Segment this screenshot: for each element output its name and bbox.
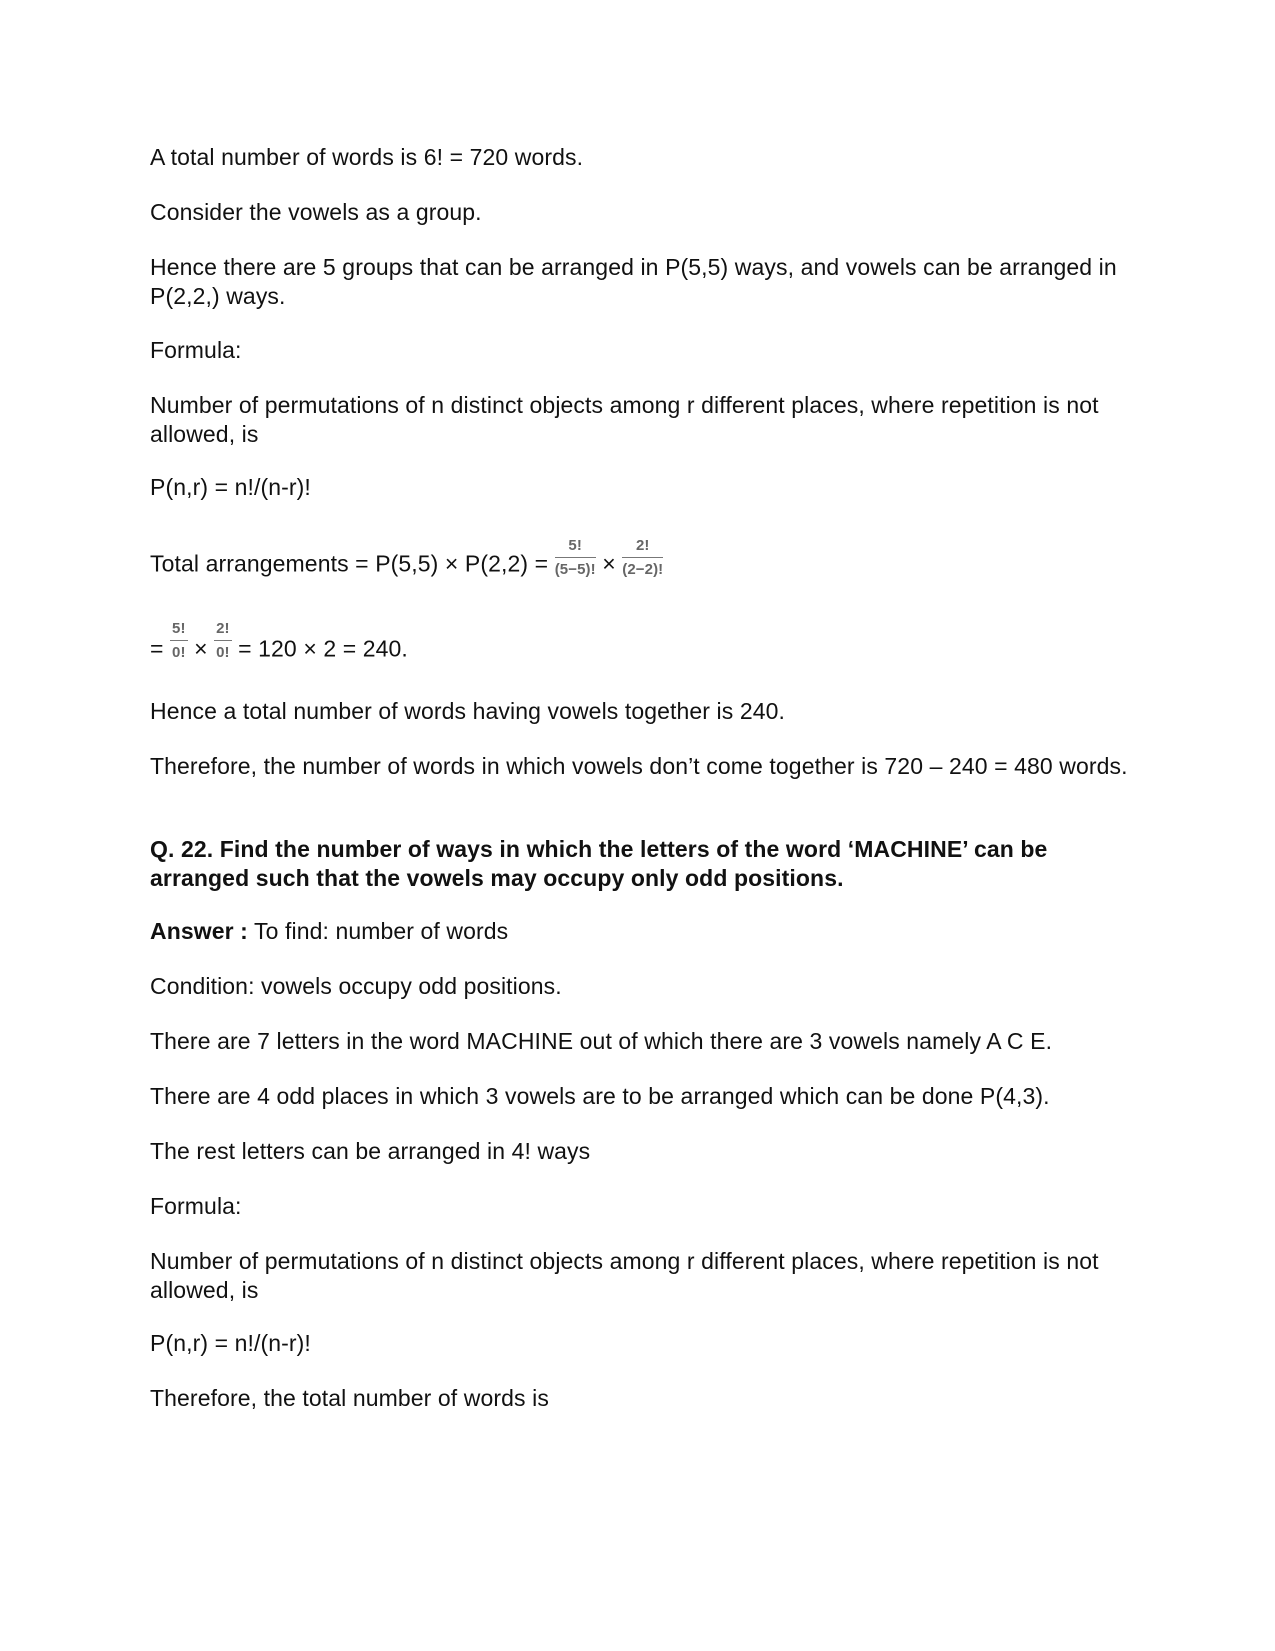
total-arrangements-prefix: Total arrangements = P(5,5) × P(2,2) = (150, 550, 555, 577)
vowels-not-together-paragraph: Therefore, the number of words in which vowels don’t come together is 720 – 240 = 480 words. (150, 753, 1128, 779)
formula-label: Formula: (150, 337, 242, 363)
vowels-together-result: Hence a total number of words having vowels together is 240. (150, 698, 786, 724)
total-arrangements-equation (150, 537, 1130, 586)
fraction-2-over-0 (214, 620, 232, 661)
vowels-group-line: Consider the vowels as a group. (150, 199, 482, 225)
fraction-denominator: (5−5)! (554, 561, 596, 578)
groups-arranged-paragraph: Hence there are 5 groups that can be arranged in P(5,5) ways, and vowels can be arranged in P(2,2,) ways. (150, 254, 1117, 309)
fraction-numerator: 5! (555, 537, 596, 558)
answer-label: Answer : (150, 918, 248, 944)
times-sign: × (187, 635, 215, 662)
fraction-5-over-0 (170, 620, 188, 661)
rest-letters-line: The rest letters can be arranged in 4! ways (150, 1138, 591, 1164)
question-22: Q. 22. Find the number of ways in which the letters of the word ‘MACHINE’ can be arranged such that the vowels may occupy only odd positions. (150, 836, 1048, 891)
answer-text: To find: number of words (247, 918, 509, 944)
fraction-numerator: 5! (170, 620, 188, 641)
permutation-formula: P(n,r) = n!/(n-r)! (150, 474, 311, 500)
fraction-denominator: (2−2)! (622, 561, 664, 578)
fraction-2-factorial (622, 537, 663, 578)
fraction-denominator: 0! (172, 644, 186, 661)
equals-prefix: = (150, 635, 171, 662)
permutation-definition-paragraph-2: Number of permutations of n distinct objects among r different places, where repetition is not allowed, is (150, 1248, 1099, 1303)
fraction-numerator: 2! (622, 537, 663, 558)
equation-result: = 120 × 2 = 240. (231, 635, 408, 662)
permutation-definition-paragraph: Number of permutations of n distinct objects among r different places, where repetition is not allowed, is (150, 392, 1099, 447)
times-sign: × (595, 550, 623, 577)
answer-line (150, 917, 1130, 946)
letters-count-line: There are 7 letters in the word MACHINE out of which there are 3 vowels namely A C E. (150, 1028, 1053, 1054)
formula-label-2: Formula: (150, 1193, 242, 1219)
odd-places-line: There are 4 odd places in which 3 vowels are to be arranged which can be done P(4,3). (150, 1083, 1050, 1109)
fraction-numerator: 2! (214, 620, 232, 641)
total-words-line: A total number of words is 6! = 720 words. (150, 144, 584, 170)
simplified-equation (150, 620, 1130, 671)
fraction-5-factorial (555, 537, 596, 578)
permutation-formula-2: P(n,r) = n!/(n-r)! (150, 1330, 311, 1356)
condition-line: Condition: vowels occupy odd positions. (150, 973, 562, 999)
fraction-denominator: 0! (216, 644, 230, 661)
total-words-conclusion: Therefore, the total number of words is (150, 1385, 549, 1411)
